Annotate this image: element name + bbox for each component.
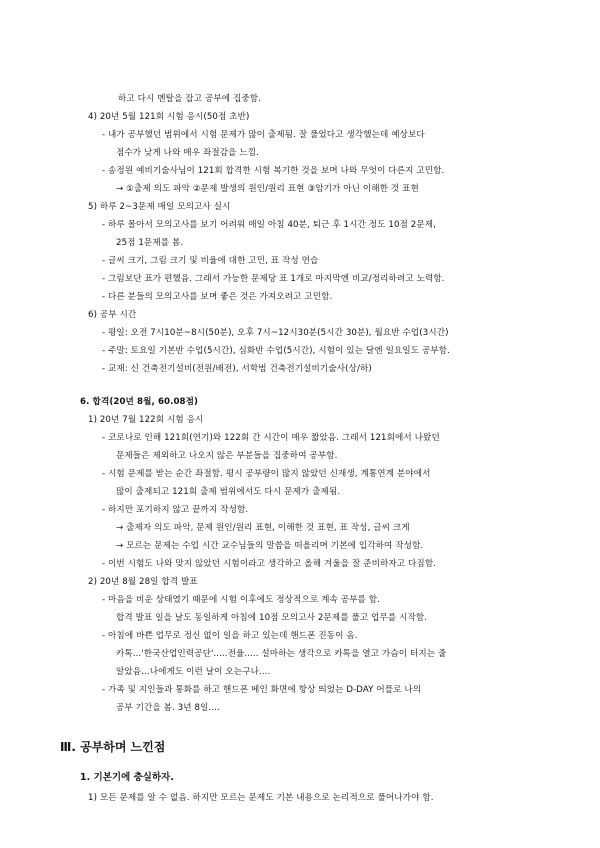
list-item-heading: 2) 20년 8월 28일 합격 발표 — [88, 577, 198, 587]
text-line: - 내가 공부했던 범위에서 시험 문제가 많이 출제됨. 잘 풀었다고 생각했는데 예상보다 — [102, 130, 425, 140]
subsection-heading: 1. 기본기에 충실하자. — [80, 772, 174, 783]
text-line: → 모르는 문제는 수업 시간 교수님들의 말씀을 떠올리며 기본에 입각하여 작성함. — [116, 541, 424, 551]
list-item-heading: 5) 하루 2~3문제 매일 모의고사 실시 — [88, 202, 231, 212]
text-line: 많이 출제되고 121회 출제 범위에서도 다시 문제가 출제됨. — [116, 487, 341, 497]
text-line: - 교재: 신 건축전기설비(전원/배전), 서학범 건축전기설비기술사(상/하) — [102, 364, 372, 374]
text-line: - 글씨 크기, 그림 크기 및 비율에 대한 고민, 표 작성 연습 — [102, 256, 319, 266]
list-item-heading: 1) 20년 7월 122회 시험 응시 — [88, 415, 204, 425]
text-line: - 가족 및 지인들과 통화를 하고 핸드폰 메인 화면에 항상 띄었는 D-DAY 어플로 나의 — [102, 685, 422, 695]
section-heading: Ⅲ. 공부하며 느낀점 — [60, 740, 166, 754]
text-line: - 그림보단 표가 편했음. 그래서 가능한 문제당 표 1개로 마지막엔 비교/정리하려고 노력함. — [102, 274, 445, 284]
text-line: 알았음...나에게도 이런 날이 오는구나.... — [116, 667, 271, 677]
list-item-heading: 6) 공부 시간 — [88, 310, 137, 320]
text-line: - 이번 시험도 나와 맞지 않았던 시험이라고 생각하고 올해 겨울을 잘 준비하자고 다짐함. — [102, 559, 437, 569]
list-item-heading: 4) 20년 5월 121회 시험 응시(50점 초반) — [88, 112, 250, 122]
text-line: - 하지만 포기하지 않고 끝까지 작성함. — [102, 505, 249, 515]
text-line: - 주말: 토요일 기본반 수업(5시간), 심화반 수업(5시간), 시험이 있는 달엔 일요일도 공부함. — [102, 346, 451, 356]
text-line: 합격 발표 일을 날도 동일하게 아침에 10점 모의고사 2문제를 풀고 업무를 시작함. — [116, 613, 428, 623]
text-line: 공부 기간을 봄. 3년 8일.... — [116, 703, 220, 713]
text-line: - 시험 문제를 받는 순간 좌절함. 평시 공부량이 많지 않았던 신재생, 계통연계 분야에서 — [102, 469, 431, 479]
text-line: 1) 모든 문제를 알 수 없음. 하지만 모르는 문제도 기본 내용으로 논리적으로 풀어나가야 함. — [88, 793, 434, 803]
text-line: 점수가 낮게 나와 매우 좌절감을 느낌. — [116, 148, 260, 158]
text-line: → 출제자 의도 파악, 문제 원인/원리 표현, 이해한 것 표현, 표 작성, 글씨 크게 — [116, 523, 410, 533]
subsection-heading: 6. 합격(20년 8월, 60.08점) — [80, 397, 199, 407]
text-line: - 하루 몰아서 모의고사를 보기 어려워 매일 아침 40분, 퇴근 후 1시간 정도 10점 2문제, — [102, 220, 436, 230]
text-line: 카톡...'한국산업인력공단'.....전율..... 설마하는 생각으로 카톡을 열고 가슴이 터지는 줄 — [116, 649, 447, 659]
text-line: → ①출제 의도 파악 ②문제 발생의 원인/원리 표현 ③암기가 아닌 이해한 것 표현 — [116, 184, 419, 194]
text-line: - 마음을 비운 상태였기 때문에 시험 이후에도 정상적으로 계속 공부를 함. — [102, 595, 380, 605]
text-line: 하고 다시 멘탈을 잡고 공부에 집중함. — [118, 94, 262, 104]
text-line: - 아침에 바쁜 업무로 정신 없이 일을 하고 있는데 핸드폰 진동이 옴. — [102, 631, 358, 641]
text-line: - 코로나로 인해 121회(연기)와 122회 간 시간이 매우 짧았음. 그래서 121회에서 나왔던 — [102, 433, 440, 443]
text-line: - 평일: 오전 7시10분~8시(50분), 오후 7시~12시30분(5시간 30분), 월요반 수업(3시간) — [102, 328, 449, 338]
text-line: 25점 1문제를 봄. — [116, 238, 184, 248]
text-line: - 송정원 예비기술사님이 121회 합격한 시험 복기한 것을 보며 나와 무엇이 다른지 고민함. — [102, 166, 445, 176]
text-line: 문제들은 제외하고 나오지 않은 부분들을 집중하여 공부함. — [116, 451, 338, 461]
text-line: - 다른 분들의 모의고사를 보며 좋은 것은 가져오려고 고민함. — [102, 292, 333, 302]
